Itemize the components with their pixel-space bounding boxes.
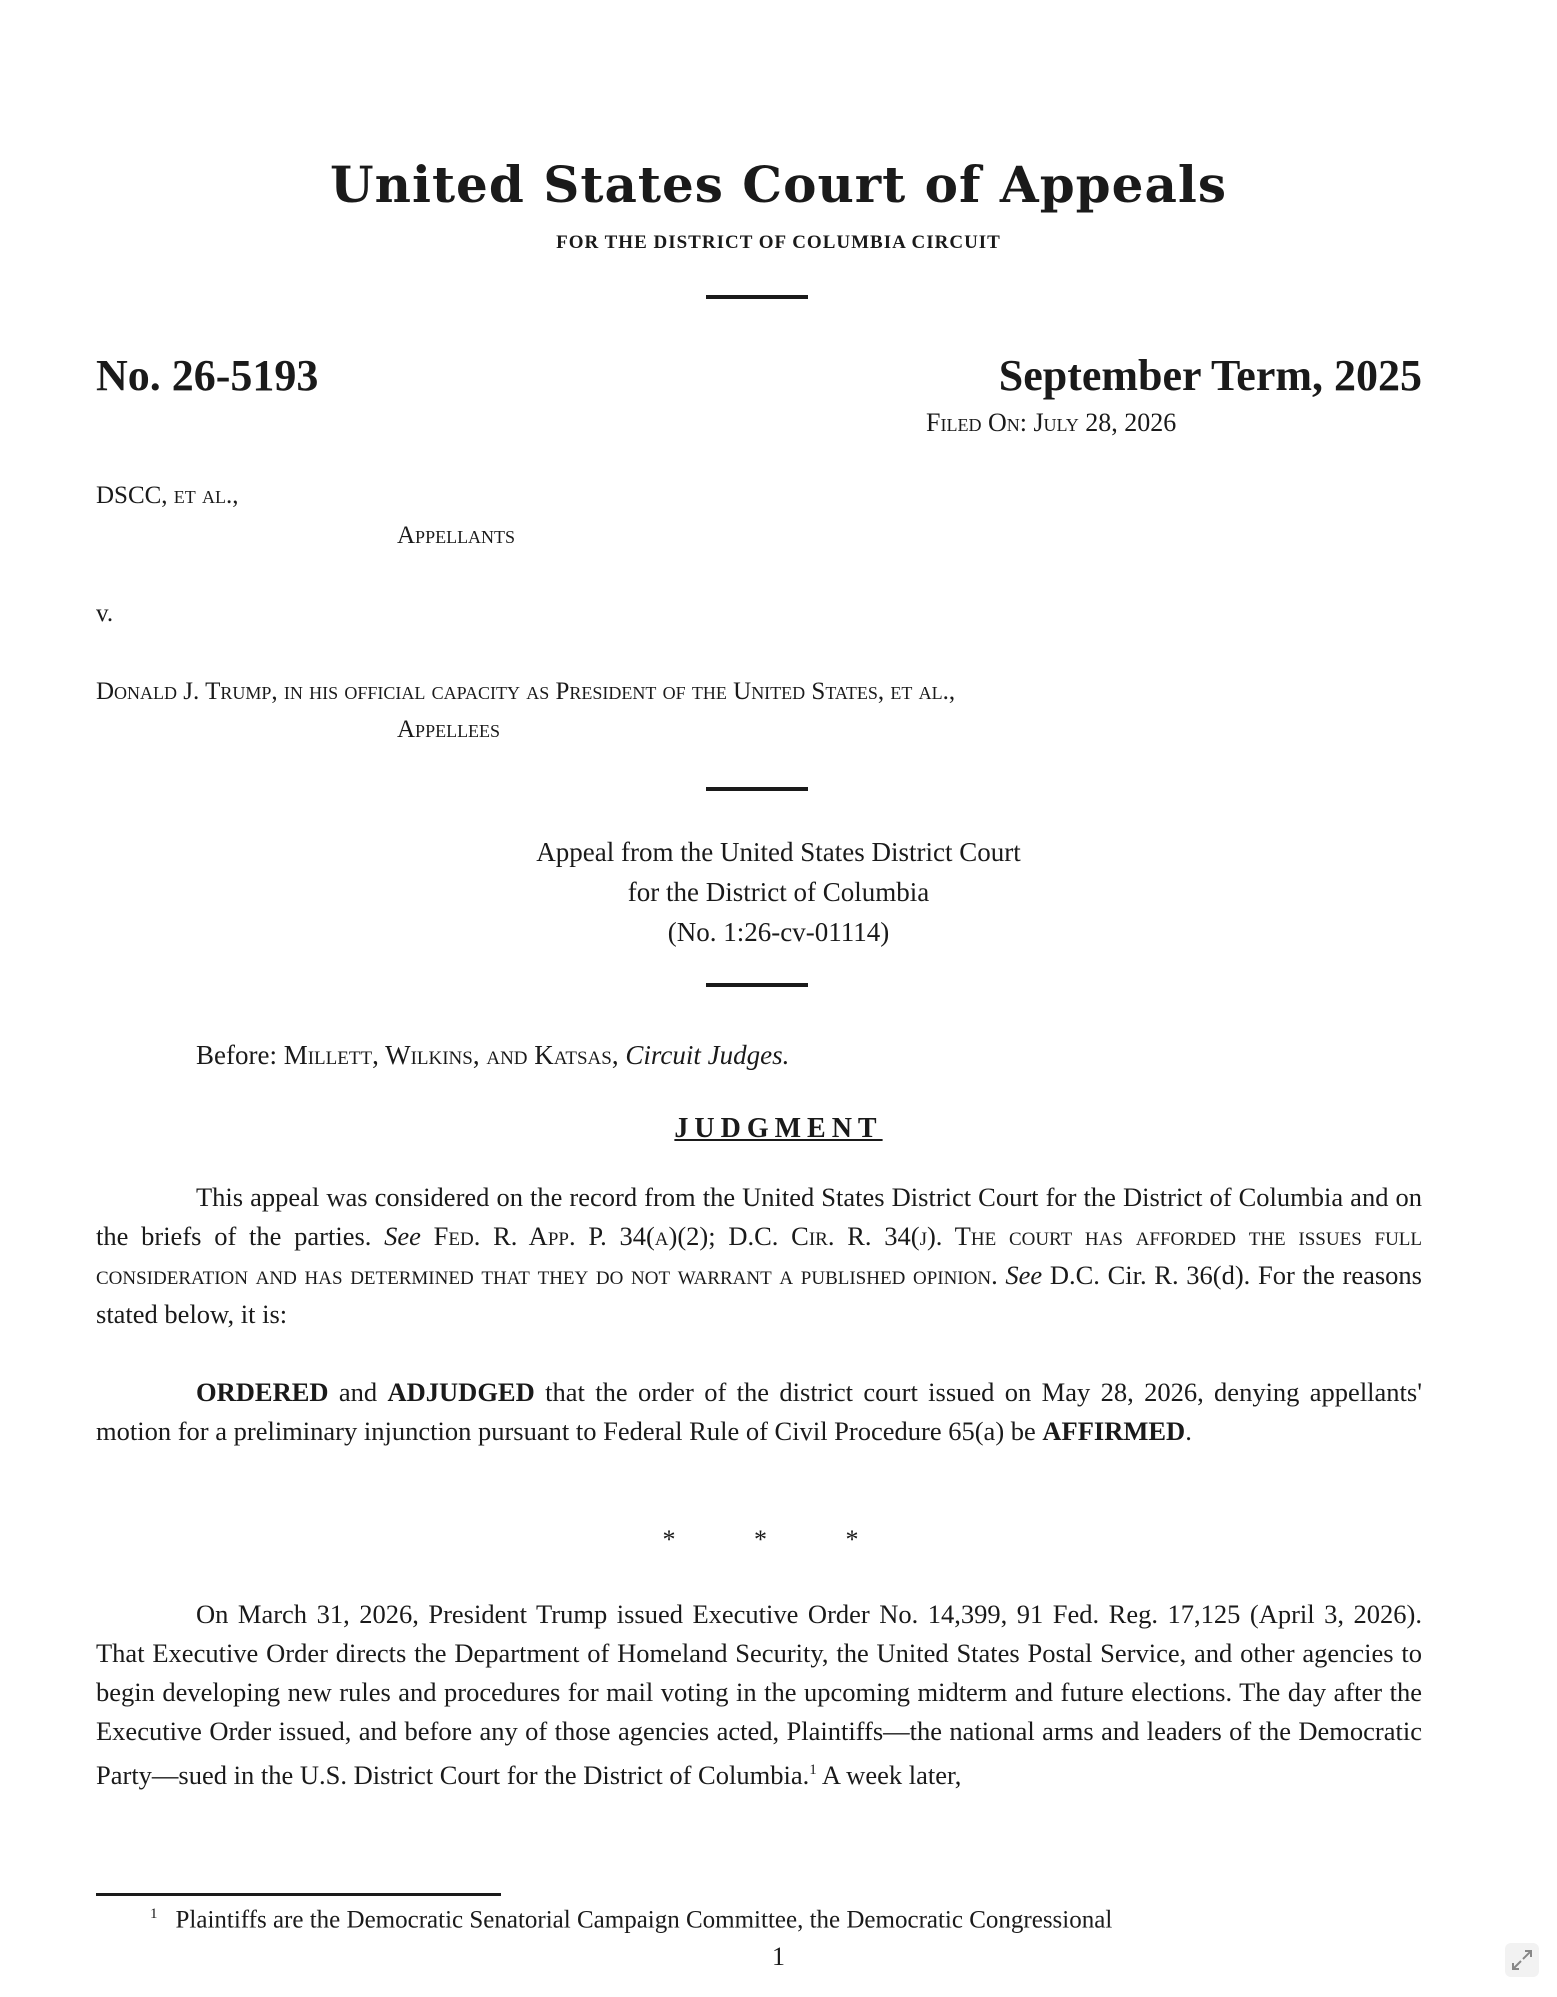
p2-end: . <box>1185 1416 1192 1446</box>
versus: v. <box>96 600 114 627</box>
court-title: United States Court of Appeals <box>330 155 1227 214</box>
p2-and: and <box>328 1377 388 1407</box>
judges-title: Circuit Judges. <box>625 1040 790 1070</box>
footnote-marker: 1 <box>150 1906 158 1922</box>
section-break: * * * <box>662 1525 895 1554</box>
term: September Term, 2025 <box>998 351 1422 400</box>
page-number: 1 <box>772 1942 785 1971</box>
p1-text-a: This appeal was considered on the record from the United States District Court for the District of Columbia and on the briefs of the parties. <box>96 1182 1422 1251</box>
divider <box>706 787 808 791</box>
appellees-name: Donald J. Trump, in his official capacity as President of the United States, et al., <box>96 678 956 705</box>
footnote-ref: 1 <box>809 1762 817 1778</box>
panel-judges <box>196 1040 789 1071</box>
appeal-origin <box>0 832 1557 952</box>
before-prefix: Before: <box>196 1040 284 1070</box>
p1-text-c: D.C. Cir. R. 36(d). For the reasons stated below, it is: <box>96 1260 1422 1329</box>
appellants-role: Appellants <box>397 522 516 549</box>
expand-icon[interactable] <box>1505 1943 1539 1977</box>
judgment-heading: JUDGMENT <box>674 1113 883 1144</box>
divider <box>706 983 808 987</box>
footnote-rule <box>96 1893 501 1896</box>
footnote-text: Plaintiffs are the Democratic Senatorial Campaign Committee, the Democratic Congressional <box>175 1906 1113 1934</box>
court-subtitle: FOR THE DISTRICT OF COLUMBIA CIRCUIT <box>556 232 1001 253</box>
affirmed-text: AFFIRMED <box>1042 1416 1186 1446</box>
appellees-role: Appellees <box>397 716 501 743</box>
paragraph-3 <box>96 1595 1422 1795</box>
paragraph-1 <box>96 1178 1422 1334</box>
ordered-text: ORDERED <box>196 1377 329 1407</box>
appeal-line-2: for the District of Columbia <box>627 877 930 907</box>
p1-text-b: Fed. R. App. P. 34(a)(2); D.C. Cir. R. 34(j). The court has afforded the issues full consideration and has determined that they do not warrant a published opinion. <box>96 1221 1423 1290</box>
judge-names: Millett, Wilkins, and Katsas, <box>283 1040 626 1070</box>
adjudged-text: ADJUDGED <box>387 1377 535 1407</box>
divider <box>706 295 808 299</box>
p2-text: that the order of the district court issued on May 28, 2026, denying appellants' motion for a preliminary injunction pursuant to Federal Rule of Civil Procedure 65(a) be <box>96 1377 1423 1446</box>
appeal-line-3: (No. 1:26-cv-01114) <box>667 917 890 947</box>
filed-date: Filed On: July 28, 2026 <box>926 408 1177 437</box>
p3-text-b: A week later, <box>816 1759 962 1790</box>
p1-see-1: See <box>384 1221 421 1251</box>
p3-text-a: On March 31, 2026, President Trump issued Executive Order No. 14,399, 91 Fed. Reg. 17,125 (April 3, 2026). That Executive Order directs the Department of Homeland Security, the United States Postal Service, and other agencies to begin developing new rules and procedures for mail voting in the upcoming midterm and future elections. The day after the Executive Order issued, and before any of those agencies acted, Plaintiffs—the national arms and leaders of the Democratic Party—sued in the U.S. District Court for the District of Columbia. <box>96 1599 1422 1790</box>
case-number: No. 26-5193 <box>96 351 319 400</box>
paragraph-2 <box>96 1373 1422 1451</box>
footnote <box>150 1906 1420 1934</box>
p1-see-2: See <box>1005 1260 1043 1290</box>
appellants-name: DSCC, et al., <box>96 482 239 509</box>
appeal-line-1: Appeal from the United States District Court <box>536 837 1021 867</box>
